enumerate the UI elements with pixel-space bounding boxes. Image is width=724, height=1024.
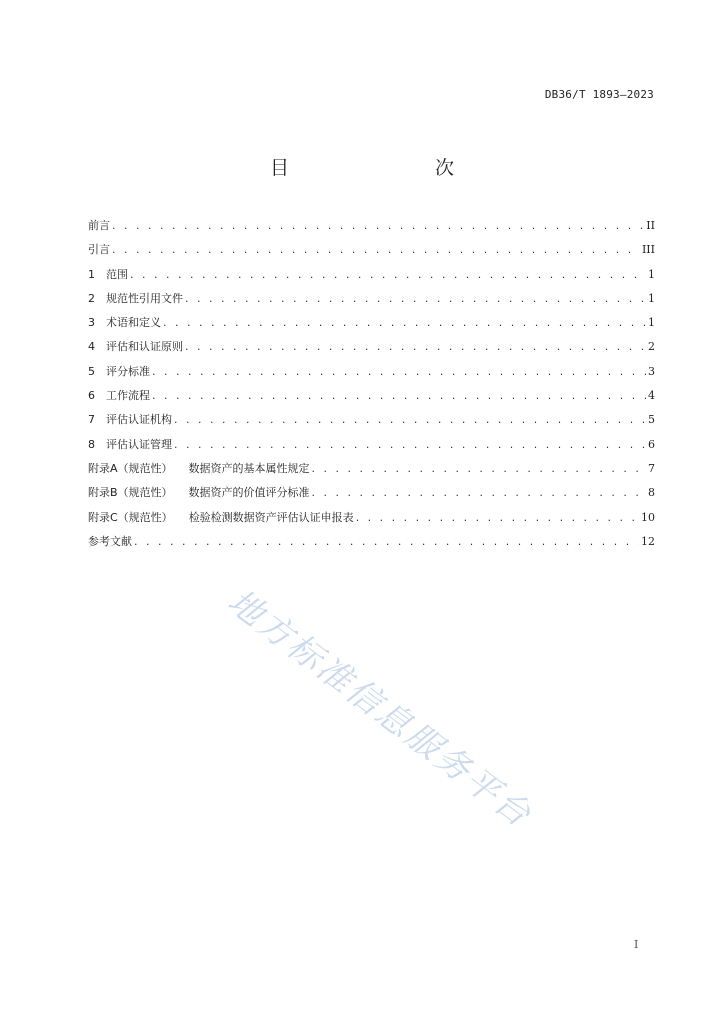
dot-leader: [174, 438, 646, 451]
appendix-tag: 附录B（规范性）: [88, 486, 173, 500]
toc-entry-label: 评估认证机构: [106, 413, 172, 427]
toc-entry-number: 8: [88, 437, 95, 451]
toc-entry-label: 引言: [88, 243, 110, 257]
toc-entry-label: [88, 484, 310, 500]
appendix-title: 检验检测数据资产评估认证申报表: [188, 510, 354, 524]
toc-entry-number: 1: [88, 267, 95, 281]
toc-entry-label: [88, 460, 310, 476]
toc-entry-principles[interactable]: [88, 338, 655, 362]
toc-entry-label: 术语和定义: [106, 316, 161, 330]
standard-code: DB36/T 1893—2023: [544, 88, 654, 101]
toc-entry-page: 1: [648, 316, 655, 330]
toc-entry-page: 1: [648, 267, 655, 281]
toc-entry-label: 范围: [106, 267, 128, 281]
toc-entry-appendix-b[interactable]: [88, 484, 655, 508]
toc-entry-appendix-a[interactable]: [88, 460, 655, 484]
watermark: 地方标准信息服务平台: [220, 581, 540, 837]
toc-entry-page: 5: [648, 413, 655, 427]
toc-entry-page: 1: [648, 291, 655, 305]
dot-leader: [163, 316, 646, 329]
dot-leader: [130, 268, 646, 281]
dot-leader: [112, 219, 644, 232]
toc-entry-page: 10: [641, 510, 655, 524]
toc-entry-page: 2: [648, 340, 655, 354]
toc-entry-workflow[interactable]: [88, 387, 655, 411]
toc-entry-introduction[interactable]: [88, 241, 655, 265]
dot-leader: [112, 243, 640, 256]
page-title: 目 次: [269, 157, 490, 179]
toc-entry-number: 7: [88, 413, 95, 427]
appendix-tag: 附录C（规范性）: [88, 510, 173, 524]
dot-leader: [152, 365, 646, 378]
toc-entry-page: 8: [648, 486, 655, 500]
toc-entry-label: 评估认证管理: [106, 437, 172, 451]
table-of-contents: [88, 217, 655, 557]
toc-entry-normative-references[interactable]: [88, 290, 655, 314]
toc-entry-label: 参考文献: [88, 534, 132, 548]
toc-entry-label: 规范性引用文件: [106, 291, 183, 305]
toc-entry-number: 6: [88, 389, 95, 403]
dot-leader: [356, 511, 639, 524]
dot-leader: [312, 486, 646, 499]
dot-leader: [185, 292, 646, 305]
dot-leader: [174, 413, 646, 426]
toc-entry-page: 12: [641, 534, 655, 548]
toc-entry-number: 2: [88, 291, 95, 305]
toc-entry-number: 3: [88, 316, 95, 330]
toc-entry-scope[interactable]: [88, 266, 655, 290]
toc-entry-label: [88, 509, 354, 525]
toc-entry-bibliography[interactable]: [88, 533, 655, 557]
toc-entry-page: 3: [648, 364, 655, 378]
appendix-title: 数据资产的价值评分标准: [188, 486, 310, 500]
toc-entry-page: II: [646, 219, 655, 232]
toc-entry-label: 工作流程: [106, 389, 150, 403]
toc-entry-page: III: [641, 243, 655, 257]
dot-leader: [185, 340, 646, 353]
appendix-title: 数据资产的基本属性规定: [188, 461, 310, 475]
toc-entry-certification-bodies[interactable]: [88, 411, 655, 435]
toc-entry-appendix-c[interactable]: [88, 509, 655, 533]
toc-entry-number: 4: [88, 340, 95, 354]
page-number: I: [634, 938, 639, 951]
toc-entry-terms-definitions[interactable]: [88, 314, 655, 338]
toc-entry-certification-management[interactable]: [88, 436, 655, 460]
dot-leader: [312, 462, 646, 475]
appendix-tag: 附录A（规范性）: [88, 461, 173, 475]
dot-leader: [152, 389, 646, 402]
dot-leader: [134, 535, 639, 548]
toc-entry-label: 前言: [88, 219, 110, 232]
toc-entry-page: 6: [648, 437, 655, 451]
toc-entry-page: 7: [648, 461, 655, 475]
toc-entry-label: 评估和认证原则: [106, 340, 183, 354]
toc-entry-number: 5: [88, 364, 95, 378]
toc-entry-label: 评分标准: [106, 364, 150, 378]
toc-entry-scoring-criteria[interactable]: [88, 363, 655, 387]
toc-entry-foreword[interactable]: [88, 217, 655, 241]
toc-entry-page: 4: [648, 389, 655, 403]
